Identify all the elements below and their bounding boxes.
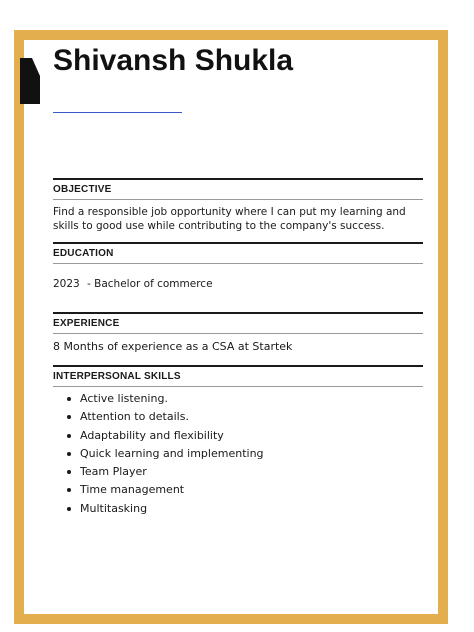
experience-heading: EXPERIENCE bbox=[53, 318, 120, 329]
education-entry bbox=[53, 278, 423, 291]
candidate-name: Shivansh Shukla bbox=[53, 44, 294, 77]
section-divider bbox=[53, 333, 423, 334]
section-divider bbox=[53, 199, 423, 200]
education-year: 2023 bbox=[53, 278, 80, 290]
education-degree: - Bachelor of commerce bbox=[87, 278, 213, 290]
objective-text: Find a responsible job opportunity where I can put my learning and skills to good use while contributing to the company's success. bbox=[53, 206, 406, 232]
skill-item: Active listening. bbox=[80, 390, 423, 408]
experience-section bbox=[53, 312, 423, 354]
skills-section bbox=[53, 365, 423, 518]
skill-item: Adaptability and flexibility bbox=[80, 427, 423, 445]
education-heading: EDUCATION bbox=[53, 248, 114, 259]
skill-item: Attention to details. bbox=[80, 408, 423, 426]
education-section bbox=[53, 242, 423, 291]
contact-link-underline[interactable] bbox=[53, 112, 182, 113]
header-marker-shape bbox=[20, 58, 40, 104]
skill-item: Team Player bbox=[80, 463, 423, 481]
skill-item: Time management bbox=[80, 481, 423, 499]
skill-item: Multitasking bbox=[80, 500, 423, 518]
experience-text: 8 Months of experience as a CSA at Startek bbox=[53, 340, 293, 353]
section-divider bbox=[53, 263, 423, 264]
objective-section bbox=[53, 178, 423, 233]
skills-heading: INTERPERSONAL SKILLS bbox=[53, 371, 181, 382]
section-divider bbox=[53, 386, 423, 387]
skill-item: Quick learning and implementing bbox=[80, 445, 423, 463]
skills-list bbox=[53, 390, 423, 518]
objective-heading: OBJECTIVE bbox=[53, 184, 112, 195]
